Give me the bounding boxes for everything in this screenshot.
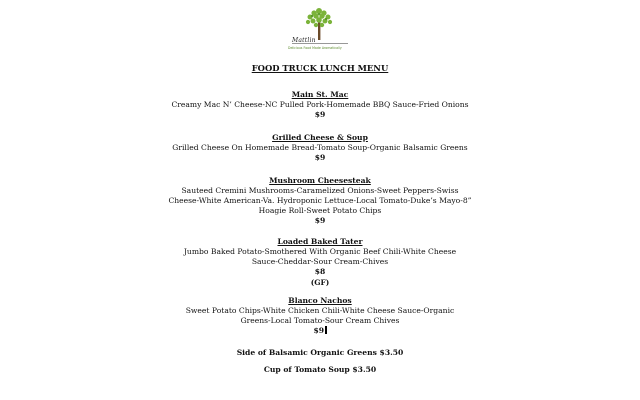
item-description: Cheese-White American-Va. Hydroponic Lettuce-Local Tomato-Duke’s Mayo-8” [168,196,472,205]
item-price: $9 [314,216,326,225]
item-name: Blanco Nachos [288,296,352,305]
tree-logo-icon [288,4,354,52]
item-name: Loaded Baked Tater [277,237,363,246]
item-price [0,326,640,336]
item-description: Grilled Cheese On Homemade Bread-Tomato Soup-Organic Balsamic Greens [172,143,468,152]
item-price: $9 [314,153,326,162]
item-name: Grilled Cheese & Soup [272,133,368,142]
text-cursor [325,326,327,334]
item-description: Sweet Potato Chips-White Chicken Chili-White Cheese Sauce-Organic [185,306,455,315]
item-description: Hoagie Roll-Sweet Potato Chips [258,206,382,215]
menu-item-mushroom-cheesesteak [0,176,640,226]
menu-item-main-st-mac [0,90,640,120]
item-price: $9 [314,110,326,119]
item-description: Sauce-Cheddar-Sour Cream-Chives [251,257,389,266]
menu-item-loaded-baked-tater [0,237,640,288]
item-description: Creamy Mac N’ Cheese-NC Pulled Pork-Homemade BBQ Sauce-Fried Onions [171,100,469,109]
logo [288,4,354,52]
side-balsamic-greens: Side of Balsamic Organic Greens $3.50 [236,348,404,357]
logo-brand: Mattlin [292,37,316,44]
side-tomato-soup: Cup of Tomato Soup $3.50 [263,365,377,374]
menu-item-blanco-nachos [0,296,640,336]
menu-title: FOOD TRUCK LUNCH MENU [251,63,389,73]
item-description: Greens-Local Tomato-Sour Cream Chives [240,316,400,325]
item-description: Sauteed Cremini Mushrooms-Caramelized Onions-Sweet Peppers-Swiss [181,186,459,195]
item-name: Mushroom Cheesesteak [269,176,371,185]
item-description: Jumbo Baked Potato-Smothered With Organic Beef Chili-White Cheese [183,247,457,256]
item-price: $8 [314,267,326,276]
item-price-value: $9 [313,326,325,335]
item-name: Main St. Mac [291,90,349,99]
logo-tagline: Delicious Food Made Aromatically [288,46,342,50]
gluten-free-tag: (GF) [310,278,330,287]
menu-item-grilled-cheese-soup [0,133,640,163]
